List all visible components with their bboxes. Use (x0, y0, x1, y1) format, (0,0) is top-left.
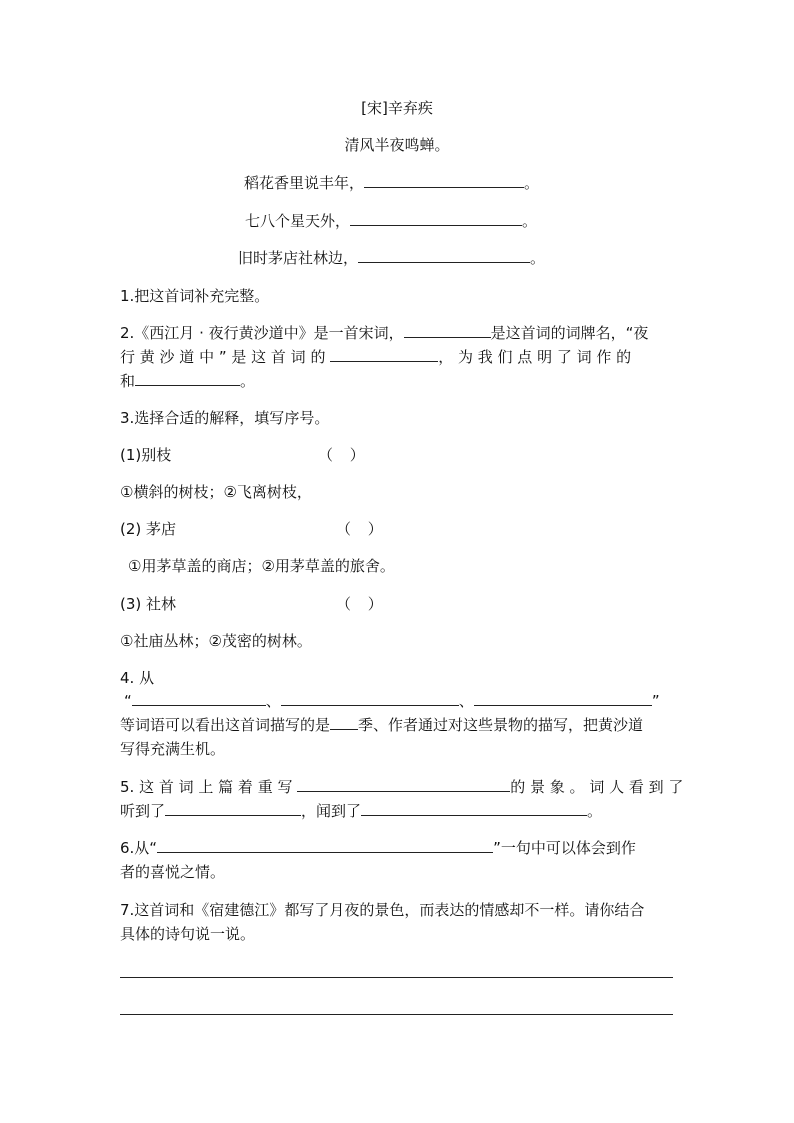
question-4-line-4: 写得充满生机。 (120, 740, 226, 758)
question-3: 3.选择合适的解释，填写序号。 (120, 409, 330, 427)
question-2-text-c: 行 黄 沙 道 中 ” 是 这 首 词 的 (120, 348, 326, 366)
q4-text-b: 季、作者通过对这些景物的描写，把黄沙道 (358, 716, 644, 734)
poem-blank-3[interactable] (358, 247, 530, 263)
q3-item-1-options: ①横斜的树枝；②飞离树枝， (120, 483, 312, 501)
q3-item-3-options: ①社庙丛林；②茂密的树林。 (120, 632, 312, 650)
q5-text-e: 。 (587, 802, 603, 820)
question-6-line-1 (120, 837, 636, 859)
q2-blank-3[interactable] (135, 370, 240, 386)
question-2-text-f: 。 (240, 372, 256, 390)
answer-line-2[interactable] (120, 1014, 673, 1015)
q3-item-3-answer-paren[interactable]: （ ） (336, 595, 389, 613)
question-2-text-e: 和 (120, 372, 136, 390)
poem-period: 。 (524, 174, 540, 192)
q6-blank[interactable] (157, 837, 493, 853)
q4-open-quote: “ (124, 692, 132, 710)
q4-blank-3[interactable] (474, 690, 652, 706)
poem-period: 。 (530, 249, 546, 267)
q5-text-a: 5. 这 首 词 上 篇 着 重 写 (120, 778, 293, 796)
q3-item-3-label: (3) 社林 (120, 595, 177, 613)
q4-blank-1[interactable] (132, 690, 266, 706)
q6-text-b: ”一句中可以体会到作 (493, 839, 636, 857)
q6-text-a: 6.从“ (120, 839, 158, 857)
poem-line-1: 清风半夜鸣蝉。 (344, 136, 450, 154)
poem-author: [宋]辛弃疾 (361, 99, 433, 117)
question-2-text-a: 2.《西江月 · 夜行黄沙道中》是一首宋词， (120, 324, 404, 342)
q3-item-2-label: (2) 茅店 (120, 520, 177, 538)
q4-separator: 、 (265, 692, 281, 710)
q2-blank-1[interactable] (404, 322, 491, 338)
q3-item-1-answer-paren[interactable]: （ ） (318, 446, 371, 464)
poem-period: 。 (522, 212, 538, 230)
q4-blank-2[interactable] (281, 690, 459, 706)
q5-blank-1[interactable] (297, 776, 510, 792)
poem-line-3-row (245, 210, 537, 232)
question-7-line-1: 7.这首词和《宿建德江》都写了月夜的景色，而表达的情感却不一样。请你结合 (120, 901, 645, 919)
q3-item-2-options: ①用茅草盖的商店；②用茅草盖的旅舍。 (128, 557, 395, 575)
poem-line-4: 旧时茅店社林边， (238, 249, 359, 267)
q4-season-blank[interactable] (330, 714, 358, 730)
question-7-line-2: 具体的诗句说一说。 (120, 925, 256, 943)
question-4-line-2 (124, 690, 660, 712)
q5-text-b: 的 景 象 。 词 人 看 到 了 (510, 778, 684, 796)
question-2-line-1 (120, 322, 648, 344)
poem-line-2: 稻花香里说丰年， (244, 174, 365, 192)
q4-separator: 、 (458, 692, 474, 710)
q3-item-1-label: (1)别枝 (120, 446, 172, 464)
question-2-text-b: 是这首词的词牌名，“夜 (490, 324, 649, 342)
q2-blank-2[interactable] (330, 346, 438, 362)
poem-line-4-row (238, 247, 545, 269)
q4-close-quote: ” (651, 692, 660, 710)
question-5-line-2 (120, 800, 602, 822)
q5-text-d: ，闻到了 (301, 802, 362, 820)
answer-line-1[interactable] (120, 977, 673, 978)
poem-line-2-row (244, 172, 539, 194)
q3-item-2-answer-paren[interactable]: （ ） (336, 520, 389, 538)
question-6-line-2: 者的喜悦之情。 (120, 863, 226, 881)
question-2-line-2 (120, 346, 631, 368)
question-2-line-3 (120, 370, 255, 392)
q5-blank-2[interactable] (165, 800, 301, 816)
question-1: 1.把这首词补充完整。 (120, 287, 270, 305)
question-4-line-3 (120, 714, 643, 736)
poem-line-3: 七八个星天外， (245, 212, 351, 230)
q5-text-c: 听到了 (120, 802, 166, 820)
question-5-line-1 (120, 776, 683, 798)
question-2-text-d: ， 为 我 们 点 明 了 词 作 的 (438, 348, 632, 366)
q4-text-a: 等词语可以看出这首词描写的是 (120, 716, 331, 734)
q5-blank-3[interactable] (361, 800, 587, 816)
poem-blank-2[interactable] (350, 210, 522, 226)
question-4-intro: 4. 从 (120, 669, 155, 687)
poem-blank-1[interactable] (364, 172, 524, 188)
